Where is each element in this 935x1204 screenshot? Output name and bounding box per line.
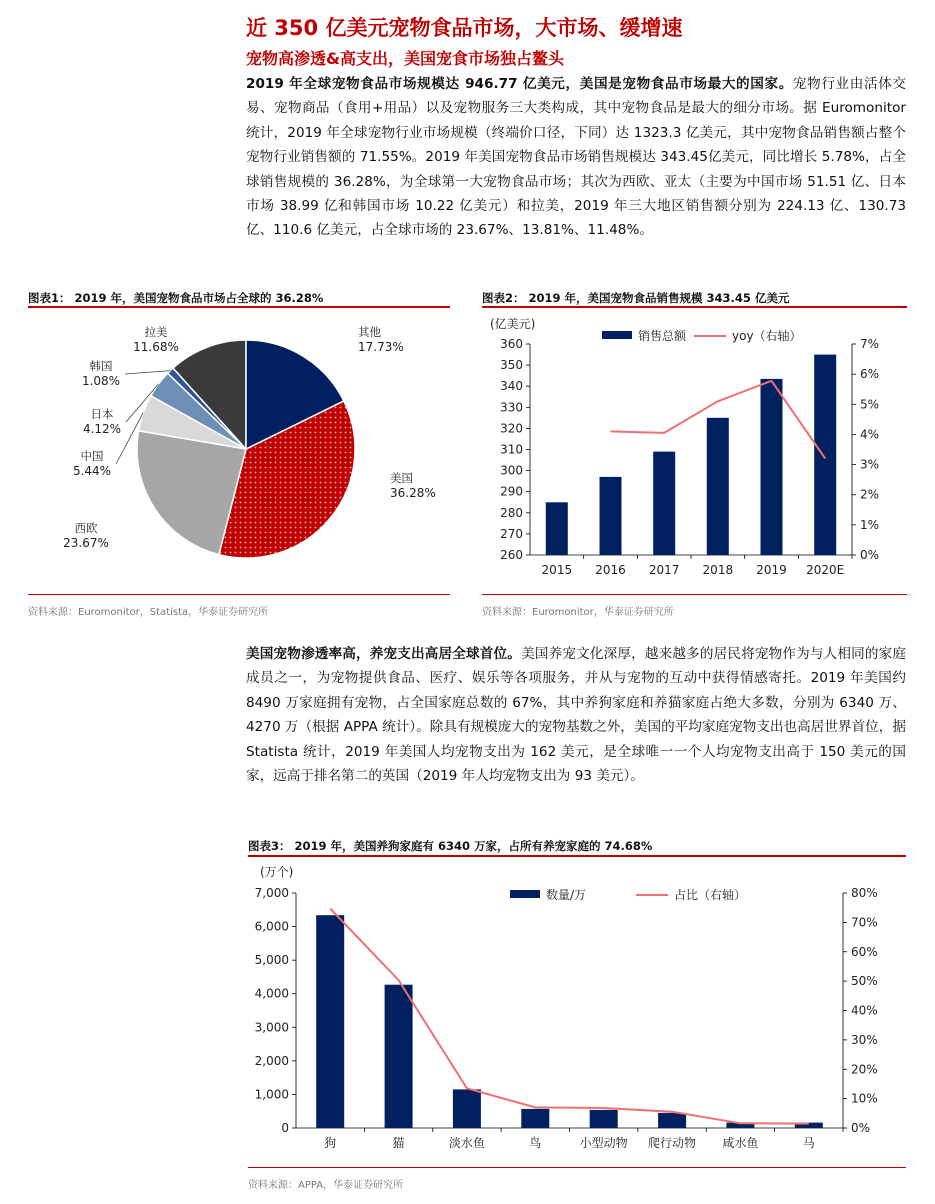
pie-slice-name: 其他	[358, 325, 381, 339]
bar	[590, 1110, 618, 1128]
page-subtitle: 宠物高渗透&高支出，美国宠食市场独占鳌头	[246, 49, 564, 68]
pie-slice-name: 西欧	[74, 521, 98, 535]
y-tick-label: 2,000	[254, 1053, 289, 1068]
pie-slice-label: 4.12%	[82, 422, 122, 436]
y-axis-label: (万个)	[260, 865, 294, 879]
y2-tick-label: 70%	[851, 915, 878, 930]
figure-2-source: 资料来源：Euromonitor，华泰证券研究所	[482, 607, 674, 618]
households-bar-chart	[248, 858, 906, 1168]
y-tick-label: 300	[500, 463, 523, 478]
x-tick-label: 马	[802, 1136, 815, 1150]
y2-tick-label: 3%	[860, 457, 880, 472]
legend-bar-swatch	[510, 890, 540, 898]
x-tick-label: 淡水鱼	[448, 1136, 485, 1150]
y2-tick-label: 7%	[860, 337, 880, 351]
y2-tick-label: 20%	[851, 1062, 878, 1077]
y2-tick-label: 30%	[851, 1032, 878, 1047]
figure-3-caption: 图表3： 2019 年，美国养狗家庭有 6340 万家，占所有养宠家庭的 74.68%	[248, 839, 653, 853]
x-tick-label: 咸水鱼	[722, 1136, 759, 1150]
legend-line-label: yoy（右轴）	[732, 329, 802, 343]
pie-chart	[28, 310, 450, 595]
y2-tick-label: 1%	[860, 517, 880, 532]
figure-1-caption: 图表1： 2019 年，美国宠物食品市场占全球的 36.28%	[28, 291, 324, 305]
legend-bar-swatch	[602, 331, 632, 339]
figure-3-source: 资料来源：APPA，华泰证券研究所	[248, 1180, 404, 1191]
bar	[600, 477, 622, 555]
pie-slice-name: 中国	[80, 449, 104, 463]
y-tick-label: 290	[500, 484, 523, 499]
pie-slice-label: 11.68%	[133, 340, 179, 354]
bar	[546, 502, 568, 555]
figure-1-bottom-rule	[28, 594, 450, 595]
x-tick-label: 2018	[702, 563, 734, 577]
y2-tick-label: 4%	[860, 427, 880, 442]
paragraph-body: 美国养宠文化深厚，越来越多的居民将宠物作为与人相同的家庭成员之一，为宠物提供食品、医疗、娱乐等各项服务，并从与宠物的互动中获得情感寄托。2019 年美国约 8490 万家庭拥有宠物，占全国家庭总数的 67%，其中养狗家庭和养猫家庭占绝大多数，分别为 6340 万、4270 万（根据 APPA 统计）。除具有规模庞大的宠物基数之外，美国的平均家庭宠物支出也高居世界首位，据 Statista 统计，2019 年美国人均宠物支出为 162 美元，是全球唯一一个人均宠物支出高于 150 美元的国家，远高于排名第二的英国（2019 年人均宠物支出为 93 美元）。	[246, 646, 907, 785]
pie-slice-name: 韩国	[89, 359, 113, 373]
page-title: 近 350 亿美元宠物食品市场，大市场、缓增速	[246, 16, 683, 40]
bar	[707, 418, 729, 555]
pie-slice-label: 17.73%	[358, 340, 404, 354]
y-tick-label: 0	[281, 1121, 289, 1135]
x-tick-label: 2017	[648, 563, 680, 577]
paragraph-lead: 2019 年全球宠物食品市场规模达 946.77 亿美元，美国是宠物食品市场最大的国家。	[246, 76, 793, 92]
x-tick-label: 2016	[595, 563, 626, 577]
y-tick-label: 7,000	[254, 886, 289, 900]
legend-bar-label: 数量/万	[546, 888, 587, 902]
y-tick-label: 1,000	[254, 1087, 289, 1102]
x-tick-label: 2020E	[806, 563, 845, 577]
y-tick-label: 320	[500, 421, 523, 436]
y-tick-label: 5,000	[254, 953, 289, 968]
bar	[814, 355, 836, 555]
paragraph-body: 宠物行业由活体交易、宠物商品（食用+用品）以及宠物服务三大类构成，其中宠物食品是最大的细分市场。据 Euromonitor 统计，2019 年全球宠物行业市场规模（终端价口径，下同）达 1323.3 亿美元，其中宠物食品销售额占整个宠物行业销售额的 71.55%。2019 年美国宠物食品市场销售规模达 343.45亿美元，同比增长 5.78%，占全球销售规模的 36.28%，为全球第一大宠物食品市场；其次为西欧、亚太（主要为中国市场 51.51 亿、日本市场 38.99 亿和韩国市场 10.22 亿美元）和拉美，2019 年三大地区销售额分别为 224.13 亿、130.73 亿、110.6 亿美元，占全球市场的 23.67%、13.81%、11.48%。	[246, 76, 906, 239]
x-tick-label: 爬行动物	[648, 1136, 697, 1150]
y-tick-label: 350	[500, 358, 523, 373]
bar	[385, 985, 413, 1128]
figure-1-top-rule	[28, 306, 450, 308]
y2-tick-label: 5%	[860, 397, 880, 412]
y-tick-label: 310	[500, 442, 523, 457]
x-tick-label: 小型动物	[579, 1136, 628, 1150]
y-tick-label: 260	[500, 548, 523, 562]
pie-slice-name: 拉美	[144, 325, 168, 339]
pie-slice-name: 日本	[90, 407, 114, 421]
y-tick-label: 270	[500, 526, 523, 541]
paragraph-market-size	[246, 72, 906, 243]
bar	[761, 379, 783, 555]
y-tick-label: 360	[500, 337, 523, 351]
pie-leader-line	[125, 371, 170, 374]
figure-1-source: 资料来源：Euromonitor，Statista，华泰证券研究所	[28, 607, 269, 618]
pie-slice-label: 23.67%	[63, 536, 109, 550]
paragraph-penetration	[246, 642, 906, 788]
x-tick-label: 猫	[392, 1136, 405, 1150]
y2-tick-label: 80%	[851, 886, 878, 900]
y-tick-label: 280	[500, 505, 523, 520]
y2-tick-label: 10%	[851, 1091, 878, 1106]
y-tick-label: 330	[500, 400, 523, 415]
legend-line-label: 占比（右轴）	[674, 888, 747, 902]
bar	[658, 1113, 686, 1128]
bar	[521, 1109, 549, 1128]
bar	[316, 915, 344, 1128]
y2-tick-label: 40%	[851, 1003, 878, 1018]
bar	[653, 452, 675, 555]
bar	[453, 1089, 481, 1128]
pie-slice-label: 36.28%	[390, 486, 436, 500]
figure-3-top-rule	[248, 855, 906, 857]
y-axis-label: (亿美元)	[490, 317, 536, 331]
pie-slice-label: 1.08%	[81, 374, 121, 388]
y-tick-label: 340	[500, 379, 523, 394]
y-tick-label: 3,000	[254, 1020, 289, 1035]
pie-slice-name: 美国	[390, 471, 413, 485]
y2-tick-label: 60%	[851, 944, 878, 959]
y2-tick-label: 50%	[851, 974, 878, 989]
x-tick-label: 2019	[756, 563, 787, 577]
x-tick-label: 狗	[324, 1136, 337, 1150]
y-tick-label: 6,000	[254, 919, 289, 934]
legend-bar-label: 销售总额	[638, 329, 687, 343]
paragraph-lead: 美国宠物渗透率高，养宠支出高居全球首位。	[246, 646, 522, 662]
y-tick-label: 4,000	[254, 986, 289, 1001]
pie-slice-label: 5.44%	[72, 464, 112, 478]
figure-2-caption: 图表2： 2019 年，美国宠物食品销售规模 343.45 亿美元	[482, 291, 790, 305]
figure-3-bottom-rule	[248, 1167, 906, 1168]
y2-tick-label: 6%	[860, 367, 880, 382]
y2-tick-label: 0%	[851, 1121, 871, 1135]
figure-2-top-rule	[482, 306, 907, 308]
y2-tick-label: 2%	[860, 487, 880, 502]
figure-2-bottom-rule	[482, 594, 907, 595]
y2-tick-label: 0%	[860, 548, 880, 562]
x-tick-label: 2015	[541, 563, 573, 577]
x-tick-label: 鸟	[529, 1136, 542, 1150]
sales-bar-chart	[482, 310, 907, 595]
